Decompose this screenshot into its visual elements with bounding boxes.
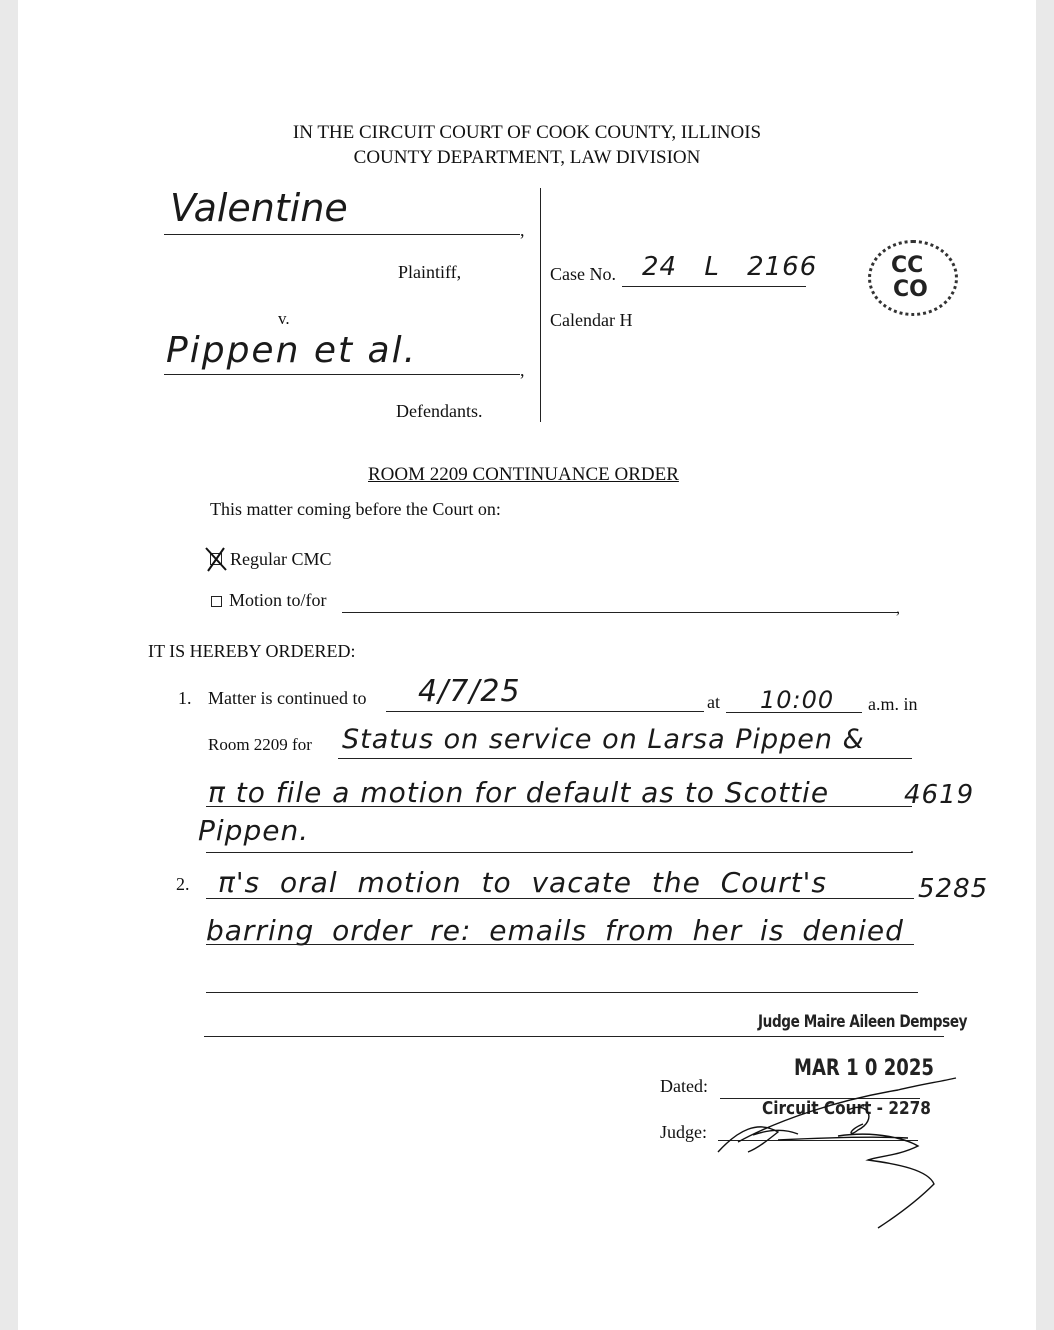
plaintiff-line bbox=[164, 234, 520, 235]
plaintiff-name: Valentine bbox=[170, 186, 348, 230]
ordered-heading: IT IS HEREBY ORDERED: bbox=[148, 641, 356, 661]
court-stamp: Circuit Court - 2278 bbox=[762, 1098, 931, 1119]
motion-comma: , bbox=[896, 600, 900, 617]
purpose-line-2: π to file a motion for default as to Scottie bbox=[208, 776, 830, 809]
case-no-label: Case No. bbox=[550, 264, 616, 284]
court-order-page bbox=[18, 0, 1036, 1330]
motion-checkbox[interactable] bbox=[211, 596, 222, 607]
calendar-label: Calendar H bbox=[550, 310, 633, 330]
defendant-line bbox=[164, 374, 520, 375]
case-no-line bbox=[622, 286, 806, 287]
date-stamp: MAR 1 0 2025 bbox=[794, 1056, 934, 1081]
time-line bbox=[726, 712, 862, 713]
defendant-comma: , bbox=[520, 360, 525, 380]
seal-text-top: CC bbox=[891, 253, 924, 278]
item1-number: 1. bbox=[178, 688, 192, 708]
judge-label: Judge: bbox=[660, 1122, 707, 1142]
case-no-value: 24 L 2166 bbox=[642, 252, 818, 282]
motion-label: Motion to/for bbox=[229, 590, 327, 610]
judge-signature bbox=[698, 1060, 998, 1230]
judge-name-stamp: Judge Maire Aileen Dempsey bbox=[758, 1012, 968, 1032]
checkbox-x-mark bbox=[204, 546, 228, 572]
plaintiff-comma: , bbox=[520, 220, 525, 240]
versus-label: v. bbox=[278, 309, 290, 328]
purpose-rule-3 bbox=[206, 852, 912, 853]
item2-number: 2. bbox=[176, 874, 190, 894]
court-heading: IN THE CIRCUIT COURT OF COOK COUNTY, ILLINOIS bbox=[292, 122, 762, 143]
clerk-seal bbox=[868, 240, 958, 316]
date-line bbox=[386, 711, 704, 712]
order-intro: This matter coming before the Court on: bbox=[210, 499, 501, 519]
purpose-rule-1 bbox=[338, 758, 912, 759]
dated-label: Dated: bbox=[660, 1076, 708, 1096]
continued-label: Matter is continued to bbox=[208, 688, 367, 708]
margin-note-4619: 4619 bbox=[904, 780, 975, 810]
motion-line bbox=[342, 612, 898, 613]
ampm-label: a.m. in bbox=[868, 694, 918, 714]
department-heading: COUNTY DEPARTMENT, LAW DIVISION bbox=[353, 147, 701, 168]
item2-rule-2 bbox=[206, 944, 914, 945]
defendant-name: Pippen et al. bbox=[166, 330, 418, 371]
plaintiff-label: Plaintiff, bbox=[398, 262, 462, 282]
item2-line-1: π's oral motion to vacate the Court's bbox=[218, 866, 827, 899]
item2-line-2: barring order re: emails from her is denied bbox=[206, 914, 904, 947]
item2-rule-4 bbox=[204, 1036, 944, 1037]
item2-rule-1 bbox=[206, 898, 914, 899]
caption-divider bbox=[540, 188, 541, 422]
item2-rule-3 bbox=[206, 992, 918, 993]
purpose-line-3: Pippen. bbox=[198, 814, 310, 847]
defendants-label: Defendants. bbox=[396, 401, 483, 421]
continued-date: 4/7/25 bbox=[418, 674, 521, 709]
at-label: at bbox=[707, 692, 720, 712]
regular-cmc-label: Regular CMC bbox=[230, 549, 332, 569]
seal-text-bottom: CO bbox=[893, 277, 928, 302]
purpose-line-1: Status on service on Larsa Pippen & bbox=[342, 724, 865, 755]
margin-note-5285: 5285 bbox=[918, 874, 989, 904]
continued-time: 10:00 bbox=[760, 686, 835, 714]
order-title: ROOM 2209 CONTINUANCE ORDER bbox=[368, 464, 679, 485]
room-label: Room 2209 for bbox=[208, 735, 312, 754]
purpose-end-period: . bbox=[910, 840, 914, 857]
purpose-rule-2 bbox=[206, 806, 912, 807]
